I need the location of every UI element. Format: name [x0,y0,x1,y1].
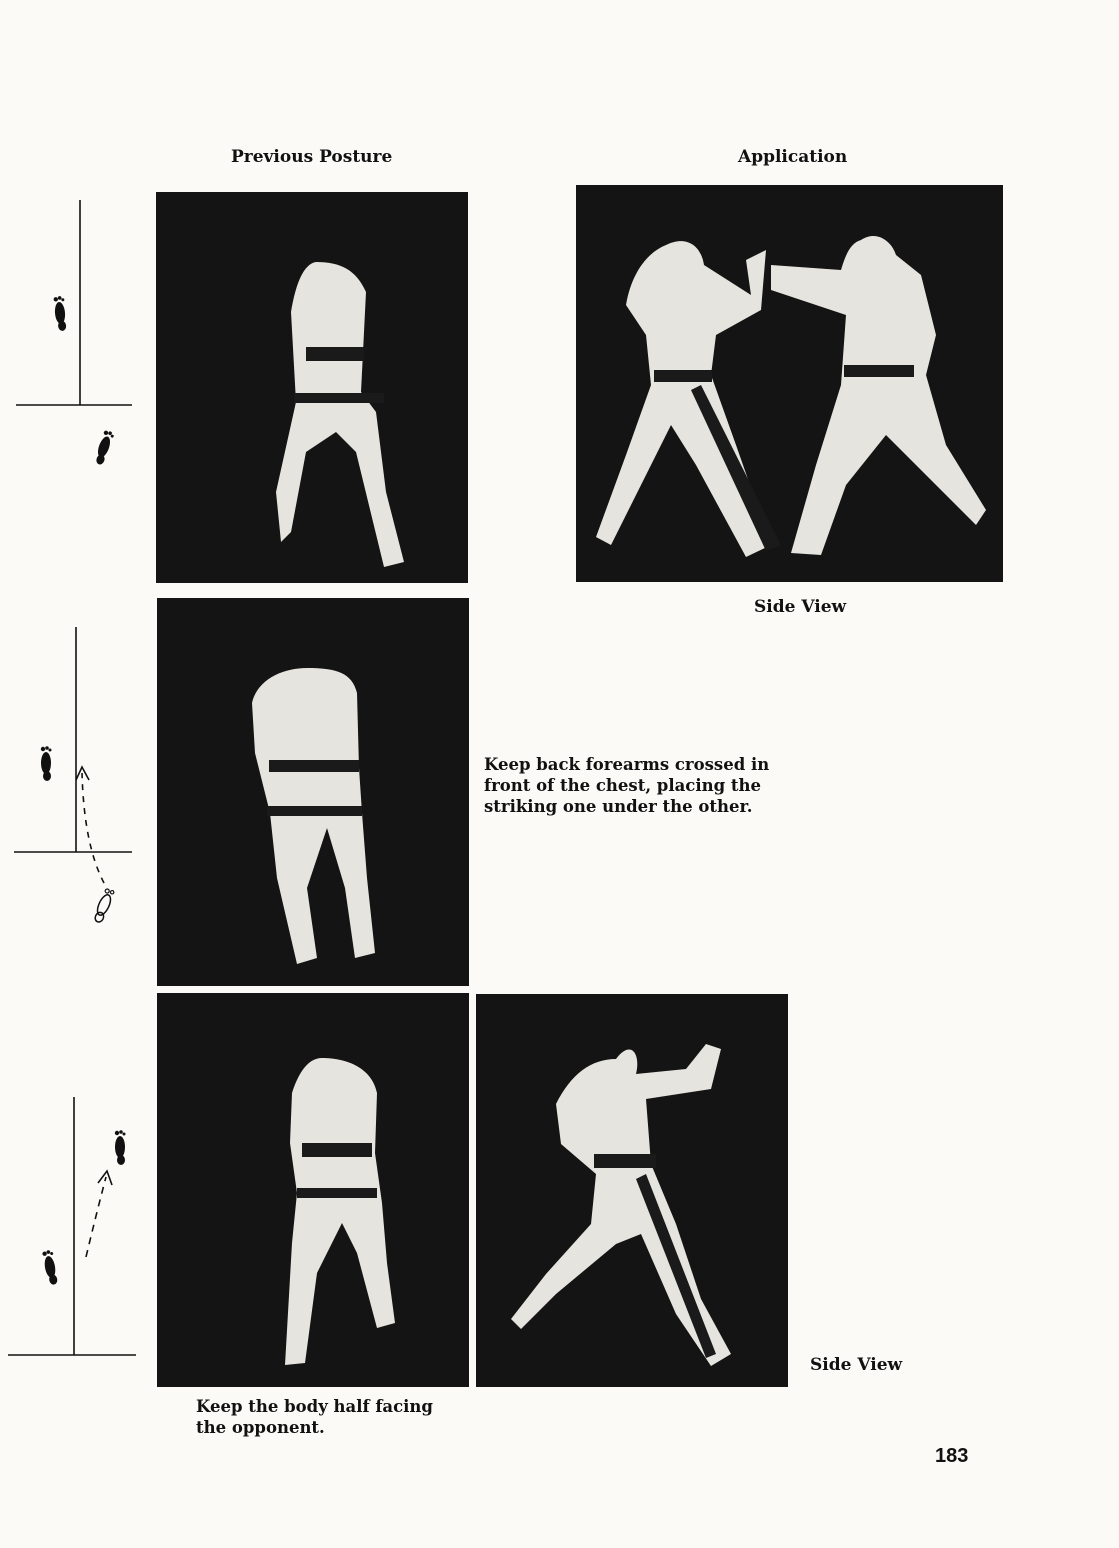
footwork-diagram-1 [14,195,139,475]
page-number: 183 [935,1445,969,1467]
footprint-icon [115,1130,126,1165]
footprint-icon [42,1250,59,1286]
photo-back-view-stance-1 [156,192,468,583]
caption-side-view-bottom: Side View [810,1355,903,1375]
caption-side-view-top: Side View [754,597,847,617]
caption-body-note: Keep the body half facing the opponent. [196,1397,433,1437]
caption-forearms-note: Keep back forearms crossed in front of the chest, placing the striking one under the other. [484,755,770,816]
outlined-footprint-icon [92,888,116,924]
photo-side-view-stance [476,994,788,1387]
footprint-icon [53,296,67,332]
photo-back-view-stance-3 [157,993,469,1387]
footwork-diagram-2 [14,625,139,925]
heading-application: Application [738,147,848,167]
footwork-diagram-3 [8,1095,143,1360]
heading-previous-posture: Previous Posture [231,147,393,167]
footprint-icon [93,429,115,465]
footprint-icon [41,746,52,781]
photo-sparring-application [576,185,1003,582]
photo-back-view-stance-2 [157,598,469,986]
